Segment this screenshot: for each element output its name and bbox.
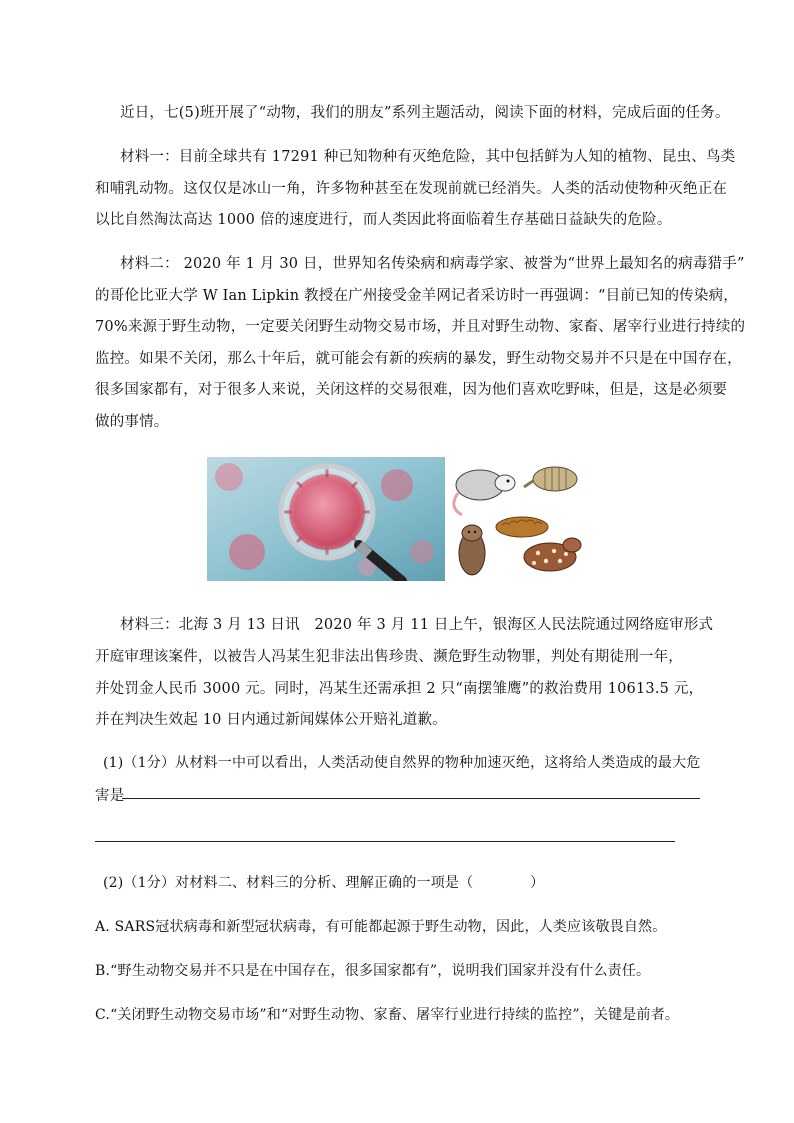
material-two-line-4: 监控。如果不关闭，那么十年后，就可能会有新的疾病的暴发，野生动物交易并不只是在中国存在， [95, 351, 742, 367]
virus-magnifier-image [207, 457, 445, 581]
answer-blank-line-1[interactable] [122, 798, 700, 799]
material-two-line-3: 70%来源于野生动物，一定要关闭野生动物交易市场，并且对野生动物、家畜、屠宰行业进行持续的 [95, 319, 746, 335]
question-one-line-1: (1)（1分）从材料一中可以看出，人类活动使自然界的物种加速灭绝，这将给人类造成的最大危 [103, 755, 701, 771]
material-two-line-6: 做的事情。 [95, 414, 169, 430]
intro-paragraph: 近日，七(5)班开展了“动物，我们的朋友”系列主题活动，阅读下面的材料，完成后面的任务。 [120, 105, 730, 121]
material-two-line-2: 的哥伦比亚大学 W Ian Lipkin 教授在广州接受金羊网记者采访时一再强调：“目前已知的传染病， [95, 288, 738, 304]
material-two-line-1: 材料二： 2020 年 1 月 30 日，世界知名传染病和病毒学家、被誉为“世界上最知名的病毒猎手” [120, 256, 745, 272]
option-c: C.“关闭野生动物交易市场”和“对野生动物、家畜、屠宰行业进行持续的监控”，关键是前者。 [95, 1007, 680, 1023]
material-three-line-3: 并处罚金人民币 3000 元。同时，冯某生还需承担 2 只“南摆雏鹰”的救治费用 10613.5 元， [95, 681, 704, 697]
material-three-line-4: 并在判决生效起 10 日内通过新闻媒体公开赔礼道歉。 [95, 712, 447, 728]
wild-animals-illustration [450, 457, 585, 581]
material-three-line-1: 材料三：北海 3 月 13 日讯 2020 年 3 月 11 日上午，银海区人民法院通过网络庭审形式 [120, 617, 714, 633]
material-three-line-2: 开庭审理该案件，以被告人冯某生犯非法出售珍贵、濒危野生动物罪，判处有期徒刑一年， [95, 649, 683, 665]
option-a: A. SARS冠状病毒和新型冠状病毒，有可能都起源于野生动物，因此，人类应该敬畏自然。 [95, 919, 667, 935]
material-one-line-3: 以比自然淘汰高达 1000 倍的速度进行，而人类因此将面临着生存基础日益缺失的危险。 [95, 212, 672, 228]
material-one-line-2: 和哺乳动物。这仅仅是冰山一角，许多物种甚至在发现前就已经消失。人类的活动使物种灭绝正在 [95, 181, 728, 197]
answer-blank-line-2[interactable] [95, 841, 675, 842]
material-two-line-5: 很多国家都有，对于很多人来说，关闭这样的交易很难，因为他们喜欢吃野味，但是，这是必须要 [95, 382, 728, 398]
question-one-line-2: 害是 [95, 788, 125, 804]
material-one-line-1: 材料一：目前全球共有 17291 种已知物种有灭绝危险，其中包括鲜为人知的植物、昆虫、鸟类 [120, 149, 736, 165]
option-b: B.“野生动物交易并不只是在中国存在，很多国家都有”，说明我们国家并没有什么责任。 [95, 963, 651, 979]
question-two-stem: (2)（1分）对材料二、材料三的分析、理解正确的一项是（ ） [103, 875, 545, 891]
